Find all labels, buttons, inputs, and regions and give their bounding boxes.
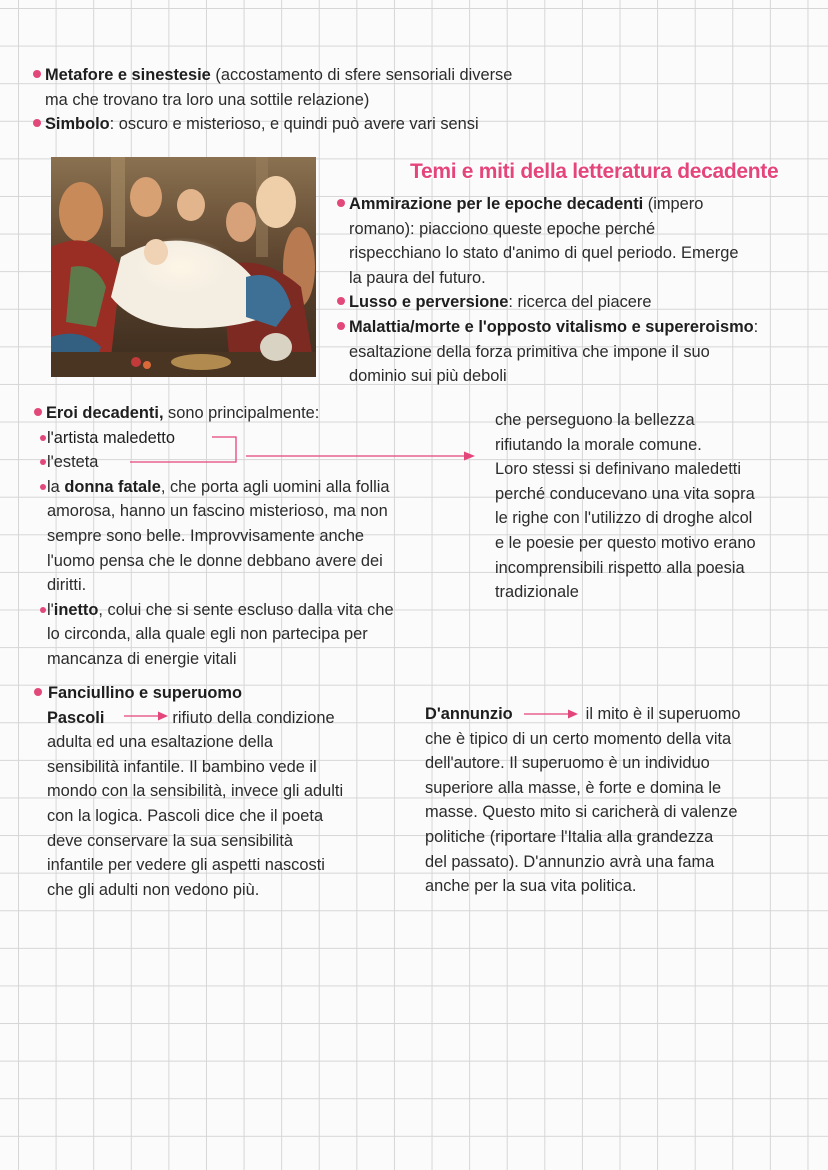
text-line: mancanza di energie vitali xyxy=(47,649,237,668)
text-line: anche per la sua vita politica. xyxy=(425,877,637,896)
text-line: le righe con l'utilizzo di droghe alcol xyxy=(495,509,753,528)
arrow-head-icon xyxy=(568,710,578,719)
bullet-fanciullino: Fanciullino e superuomo xyxy=(34,681,343,706)
text-line: dominio sui più deboli xyxy=(349,367,507,386)
text-line: che gli adulti non vedono più. xyxy=(47,880,260,899)
text-line: tradizionale xyxy=(495,583,579,602)
text-line: politiche (riportare l'Italia alla grandezza xyxy=(425,827,714,846)
text-line: Loro stessi si definivano maledetti xyxy=(495,460,741,479)
arrow-head-icon xyxy=(464,452,475,461)
text-line: mondo con la sensibilità, invece gli adulti xyxy=(47,782,344,801)
text-line: superiore alla masse, è forte e domina le xyxy=(425,778,722,797)
text-line: la paura del futuro. xyxy=(349,268,486,287)
text-line: lo circonda, alla quale egli non partecipa per xyxy=(47,625,368,644)
text-line: sensibilità infantile. Il bambino vede il xyxy=(47,757,317,776)
text-line: e le poesie per questo motivo erano xyxy=(495,533,756,552)
text-line: rispecchiano lo stato d'animo di quel periodo. Emerge xyxy=(349,244,739,263)
text-line: romano): piacciono queste epoche perché xyxy=(349,219,656,238)
text-line: diritti. xyxy=(47,576,87,595)
text-line: adulta ed una esaltazione della xyxy=(47,733,274,752)
bullet-donna: la donna fatale, che porta agli uomini alla follia xyxy=(34,475,394,500)
bullet-artista: l'artista maledetto xyxy=(34,426,394,451)
pascoli-first-line: Pascoli rifiuto della condizione xyxy=(47,708,335,727)
bullet-simbolo: Simbolo: oscuro e misterioso, e quindi può avere vari sensi xyxy=(33,112,512,137)
text-line: incomprensibili rispetto alla poesia xyxy=(495,558,745,577)
bullet-malattia: Malattia/morte e l'opposto vitalismo e supereroismo: xyxy=(337,315,758,340)
text-line: masse. Questo mito si caricherà di valenze xyxy=(425,803,738,822)
text-line: perché conducevano una vita sopra xyxy=(495,484,755,503)
text-line: che è tipico di un certo momento della vita xyxy=(425,729,732,748)
bullet-eroi: Eroi decadenti, sono principalmente: xyxy=(34,401,394,426)
bracket-connector xyxy=(130,437,236,462)
text-line: amorosa, hanno un fascino misterioso, ma non xyxy=(47,502,388,521)
bullet-ammirazione: Ammirazione per le epoche decadenti (impero xyxy=(337,192,758,217)
text-line: infantile per vedere gli aspetti nascosti xyxy=(47,856,325,875)
text-line: con la logica. Pascoli dice che il poeta xyxy=(47,806,324,825)
text-line: dell'autore. Il superuomo è un individuo xyxy=(425,754,710,773)
bullet-metafore: Metafore e sinestesie (accostamento di sfere sensoriali diverse xyxy=(33,63,512,88)
bullet-lusso: Lusso e perversione: ricerca del piacere xyxy=(337,290,758,315)
arrow-head-icon xyxy=(158,712,168,721)
text-line: del passato). D'annunzio avrà una fama xyxy=(425,852,715,871)
bullet-inetto: l'inetto, colui che si sente escluso dalla vita che xyxy=(34,598,394,623)
text-line: rifiutando la morale comune. xyxy=(495,435,702,454)
section-title-temi: Temi e miti della letteratura decadente xyxy=(410,160,779,183)
text-line: l'uomo pensa che le donne debbano avere dei xyxy=(47,551,383,570)
text-line: deve conservare la sua sensibilità xyxy=(47,831,293,850)
text-line: che perseguono la bellezza xyxy=(495,411,695,429)
bullet-metafore-line2: ma che trovano tra loro una sottile relazione) xyxy=(45,90,370,109)
text-line: esaltazione della forza primitiva che impone il suo xyxy=(349,342,710,361)
bullet-esteta: l'esteta xyxy=(34,450,394,475)
dannunzio-first-line: D'annunzio il mito è il superuomo xyxy=(425,705,741,723)
text-line: sempre sono belle. Improvvisamente anche xyxy=(47,526,365,545)
